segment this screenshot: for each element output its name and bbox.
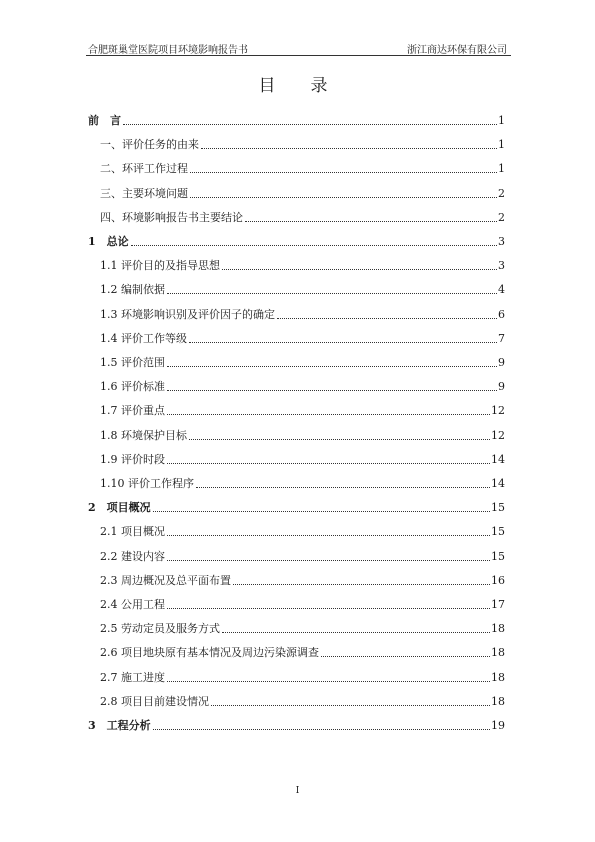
toc-entry[interactable]	[100, 132, 505, 152]
toc-dot-leader	[245, 221, 497, 222]
toc-dot-leader	[167, 463, 490, 464]
toc-entry[interactable]	[88, 108, 505, 128]
toc-dot-leader	[321, 656, 490, 657]
toc-entry-title: 1.5 评价范围	[100, 356, 165, 369]
toc-entry-title: 1.8 环境保护目标	[100, 428, 187, 442]
toc-dot-leader	[190, 197, 497, 198]
toc-entry-title: 2.8 项目目前建设情况	[100, 694, 209, 708]
toc-entry-page: 12	[491, 428, 505, 442]
toc-entry-page: 2	[498, 210, 505, 224]
toc-entry-title: 1.1 评价目的及指导思想	[100, 259, 220, 273]
toc-entry-title: 1.9 评价时段	[100, 452, 165, 466]
toc-entry-title: 1.10 评价工作程序	[100, 477, 194, 490]
toc-entry-title: 一、评价任务的由来	[100, 138, 199, 152]
toc-entry[interactable]	[100, 544, 505, 564]
toc-dot-leader	[189, 439, 490, 440]
toc-entry-title: 2 项目概况	[88, 501, 151, 515]
toc-entry-page: 18	[491, 694, 505, 708]
header-right-text: 浙江商达环保有限公司	[407, 45, 507, 56]
toc-dot-leader	[153, 511, 490, 512]
toc-entry-page: 19	[491, 719, 505, 732]
toc-entry-page: 16	[491, 573, 505, 587]
toc-entry-page: 17	[491, 598, 505, 611]
toc-entry[interactable]	[100, 181, 505, 201]
toc-entry-page: 18	[491, 622, 505, 636]
toc-entry[interactable]	[100, 640, 505, 660]
toc-entry-page: 14	[491, 477, 505, 490]
toc-dot-leader	[167, 366, 497, 367]
toc-dot-leader	[201, 148, 497, 149]
toc-entry-page: 9	[498, 380, 505, 394]
toc-entry-page: 7	[498, 331, 505, 345]
toc-dot-leader	[167, 414, 490, 415]
toc-entry-title: 2.5 劳动定员及服务方式	[100, 622, 220, 636]
toc-entry-page: 1	[498, 138, 505, 152]
toc-entry-page: 3	[498, 235, 505, 248]
toc-dot-leader	[123, 124, 497, 125]
toc-entry[interactable]	[100, 156, 505, 176]
toc-dot-leader	[190, 172, 497, 173]
toc-entry[interactable]	[100, 350, 505, 370]
toc-entry[interactable]	[100, 665, 505, 685]
toc-dot-leader	[167, 535, 490, 536]
toc-entry[interactable]	[100, 471, 505, 491]
toc-dot-leader	[131, 245, 497, 246]
toc-entry[interactable]	[100, 689, 505, 709]
toc-dot-leader	[222, 269, 497, 270]
toc-entry-title: 三、主要环境问题	[100, 186, 188, 200]
page-title: 目 录	[258, 76, 337, 96]
toc-entry-title: 2.1 项目概况	[100, 525, 165, 539]
toc-entry-title: 2.3 周边概况及总平面布置	[100, 573, 231, 587]
toc-entry-page: 14	[491, 452, 505, 466]
toc-dot-leader	[211, 705, 490, 706]
toc-entry[interactable]	[100, 616, 505, 636]
toc-entry-page: 1	[498, 162, 505, 176]
toc-entry[interactable]	[100, 326, 505, 346]
toc-entry-title: 2.7 施工进度	[100, 670, 165, 684]
page-number: I	[295, 786, 300, 796]
toc-entry[interactable]	[100, 277, 505, 297]
toc-entry-title: 2.4 公用工程	[100, 598, 165, 611]
toc-entry[interactable]	[88, 229, 505, 249]
toc-entry-title: 2.2 建设内容	[100, 549, 165, 563]
toc-entry[interactable]	[100, 423, 505, 443]
toc-entry-page: 3	[498, 259, 505, 273]
toc-entry[interactable]	[100, 253, 505, 273]
toc-entry-page: 15	[491, 501, 505, 515]
toc-entry-title: 3 工程分析	[88, 719, 151, 732]
toc-entry-title: 二、环评工作过程	[100, 162, 188, 176]
toc-dot-leader	[167, 390, 497, 391]
toc-entry-page: 9	[498, 356, 505, 369]
toc-entry-title: 1 总论	[88, 235, 129, 248]
toc-entry-page: 18	[491, 670, 505, 684]
toc-entry[interactable]	[100, 519, 505, 539]
toc-entry-title: 1.4 评价工作等级	[100, 331, 187, 345]
toc-entry[interactable]	[100, 592, 505, 612]
toc-entry-page: 4	[498, 283, 505, 297]
toc-entry-page: 15	[491, 525, 505, 539]
toc-entry-title: 1.3 环境影响识别及评价因子的确定	[100, 307, 275, 321]
toc-entry-page: 2	[498, 186, 505, 200]
toc-dot-leader	[189, 342, 497, 343]
toc-entry[interactable]	[88, 713, 505, 733]
toc-entry[interactable]	[100, 447, 505, 467]
toc-entry-page: 18	[491, 646, 505, 660]
toc-dot-leader	[167, 681, 490, 682]
toc-entry-title: 前 言	[88, 114, 121, 127]
toc-dot-leader	[167, 608, 490, 609]
toc-entry-page: 1	[498, 114, 505, 127]
toc-entry-title: 1.7 评价重点	[100, 404, 165, 418]
toc-dot-leader	[167, 560, 490, 561]
toc-entry[interactable]	[100, 398, 505, 418]
toc-dot-leader	[196, 487, 490, 488]
toc-entry-page: 12	[491, 404, 505, 418]
toc-entry[interactable]	[88, 495, 505, 515]
toc-entry[interactable]	[100, 205, 505, 225]
header-left-text: 合肥斑巢堂医院项目环境影响报告书	[88, 45, 248, 56]
toc-entry-title: 1.2 编制依据	[100, 283, 165, 297]
toc-entry[interactable]	[100, 302, 505, 322]
toc-entry[interactable]	[100, 568, 505, 588]
toc-dot-leader	[233, 584, 490, 585]
toc-dot-leader	[153, 729, 490, 730]
toc-entry[interactable]	[100, 374, 505, 394]
toc-entry-title: 四、环境影响报告书主要结论	[100, 210, 243, 224]
toc-entry-page: 6	[498, 307, 505, 321]
toc-dot-leader	[277, 318, 497, 319]
toc-entry-title: 1.6 评价标准	[100, 380, 165, 394]
toc-entry-title: 2.6 项目地块原有基本情况及周边污染源调查	[100, 646, 319, 660]
toc-dot-leader	[167, 293, 497, 294]
toc-dot-leader	[222, 632, 490, 633]
header-rule	[86, 55, 511, 56]
toc-entry-page: 15	[491, 549, 505, 563]
